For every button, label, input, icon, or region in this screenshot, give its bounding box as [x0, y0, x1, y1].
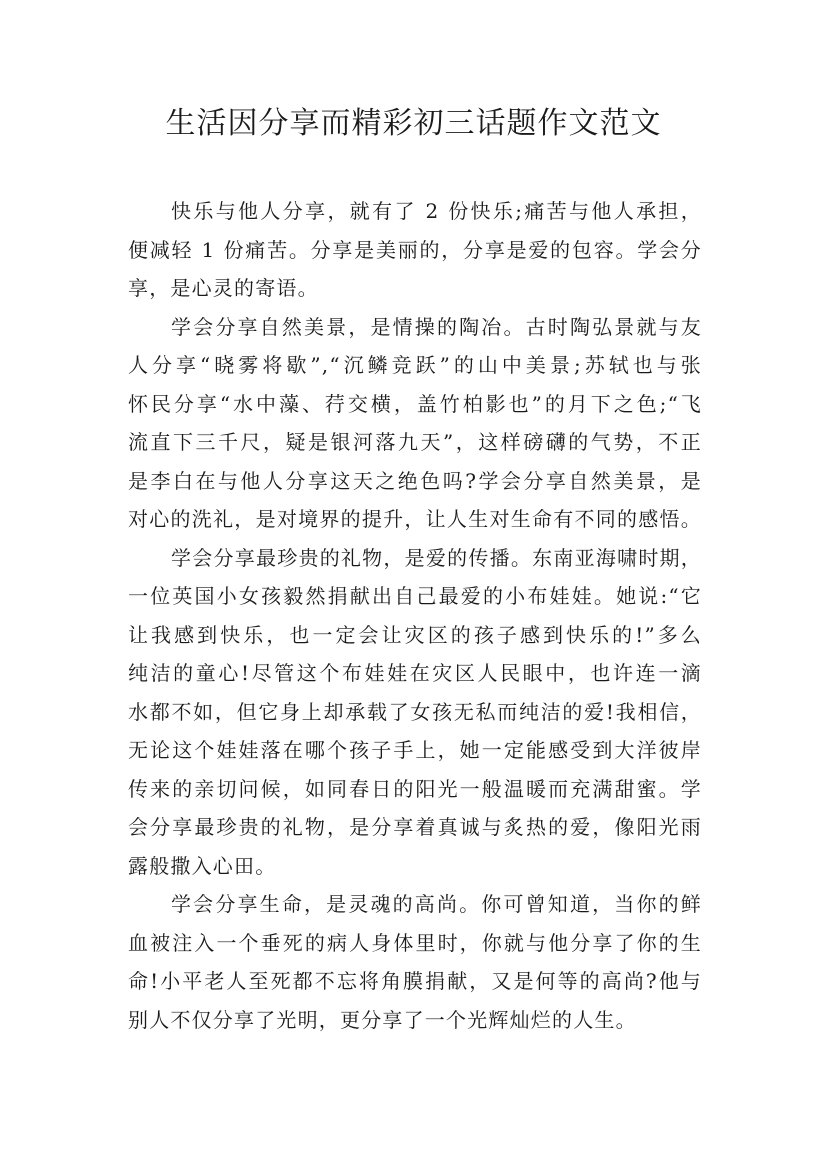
text-line: 怀民分享“水中藻、荇交横，盖竹柏影也”的月下之色;“飞 [128, 391, 702, 416]
text-line: 学会分享生命，是灵魂的高尚。你可曾知道，当你的鲜 [171, 892, 702, 916]
text-line: 学会分享最珍贵的礼物，是爱的传播。东南亚海啸时期， [171, 545, 702, 570]
text-line: 传来的亲切问候，如同春日的阳光一般温暖而充满甜蜜。学 [128, 776, 702, 801]
text-line: 无论这个娃娃落在哪个孩子手上，她一定能感受到大洋彼岸 [128, 738, 702, 762]
text-line: 纯洁的童心!尽管这个布娃娃在灾区人民眼中，也许连一滴 [128, 661, 702, 685]
text-line: 水都不如，但它身上却承载了女孩无私而纯洁的爱!我相信， [128, 699, 702, 724]
text-line: 人分享“晓雾将歇”,“沉鳞竞跃”的山中美景;苏轼也与张 [128, 353, 702, 377]
paragraph-3 [128, 539, 702, 886]
text-line: 流直下三千尺，疑是银河落九天”，这样磅礴的气势，不正 [128, 430, 702, 454]
text-line: 让我感到快乐，也一定会让灾区的孩子感到快乐的!”多么 [128, 622, 702, 647]
text-line: 命!小平老人至死都不忘将角膜捐献，又是何等的高尚?他与 [128, 969, 702, 993]
paragraph-1 [128, 192, 702, 308]
paragraph-4 [128, 885, 702, 1039]
text-line: 会分享最珍贵的礼物，是分享着真诚与炙热的爱，像阳光雨 [128, 815, 702, 839]
text-line: 是李白在与他人分享这天之绝色吗?学会分享自然美景，是 [128, 468, 702, 493]
document-body [128, 192, 702, 1039]
text-line: 别人不仅分享了光明，更分享了一个光辉灿烂的人生。 [128, 1007, 637, 1032]
paragraph-2 [128, 308, 702, 539]
document-title: 生活因分享而精彩初三话题作文范文 [165, 106, 662, 141]
text-line: 学会分享自然美景，是情操的陶冶。古时陶弘景就与友 [171, 314, 702, 339]
text-line: 露般撒入心田。 [128, 853, 277, 878]
text-line: 一位英国小女孩毅然捐献出自己最爱的小布娃娃。她说:“它 [128, 584, 702, 608]
text-line: 快乐与他人分享，就有了 2 份快乐;痛苦与他人承担， [171, 199, 702, 223]
text-line: 血被注入一个垂死的病人身体里时，你就与他分享了你的生 [128, 930, 702, 955]
text-line: 便减轻 1 份痛苦。分享是美丽的，分享是爱的包容。学会分 [128, 237, 702, 262]
text-line: 享，是心灵的寄语。 [128, 276, 319, 300]
text-line: 对心的洗礼，是对境界的提升，让人生对生命有不同的感悟。 [128, 507, 702, 531]
